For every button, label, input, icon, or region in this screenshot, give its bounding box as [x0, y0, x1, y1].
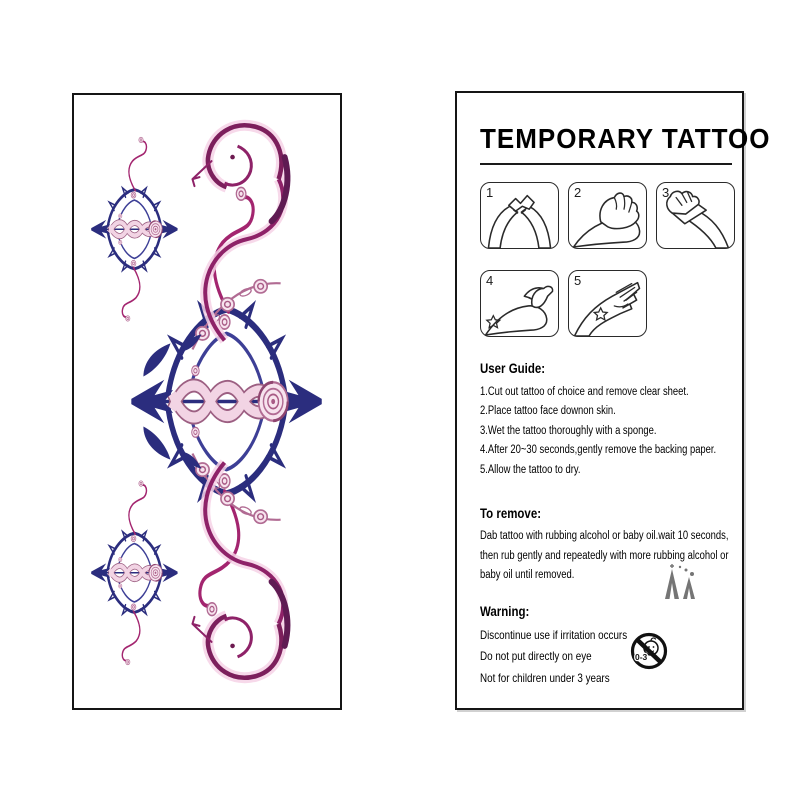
user-guide-item: 4.After 20~30 seconds,gently remove the backing paper. [480, 444, 717, 456]
warning-item: Discontinue use if irritation occurs [480, 627, 628, 642]
to-remove-heading: To remove: [480, 505, 542, 521]
tattoo-sheet-panel [72, 93, 342, 710]
warning-item: Not for children under 3 years [480, 670, 610, 685]
warning-section [480, 601, 734, 690]
step-illustrations [480, 182, 734, 337]
step-1-box [480, 182, 559, 249]
to-remove-line: Dab tattoo with rubbing alcohol or baby oil.wait 10 seconds, [480, 530, 729, 542]
step-number: 1 [486, 184, 494, 200]
to-remove-line: then rub gently and repeatedly with more rubbing alcohol or [480, 549, 729, 562]
user-guide-item: 3.Wet the tattoo thoroughly with a sponge. [480, 424, 657, 437]
step-number: 4 [486, 272, 494, 288]
snakes-roses-tribal-tattoo [74, 95, 340, 708]
step-4-box [480, 270, 559, 337]
title-divider [480, 163, 732, 165]
twin-peaks-brand-logo-icon [656, 561, 704, 603]
step-3-box [656, 182, 735, 249]
step-2-box [568, 182, 647, 249]
step-number: 3 [662, 184, 670, 200]
not-for-children-0-3-icon [629, 631, 669, 671]
page-title: TEMPORARY TATTOO [480, 123, 771, 155]
warning-heading: Warning: [480, 602, 530, 619]
user-guide-item: 1.Cut out tattoo of choice and remove clear sheet. [480, 385, 689, 398]
user-guide-heading: User Guide: [480, 359, 546, 376]
to-remove-line: baby oil until removed. [480, 569, 575, 581]
instruction-panel [455, 91, 771, 710]
instruction-panel-content [457, 93, 771, 708]
step-number: 2 [574, 184, 582, 200]
age-restriction-label: 0-3 [635, 652, 648, 662]
user-guide-section [480, 358, 734, 481]
user-guide-item: 5.Allow the tattoo to dry. [480, 463, 581, 476]
user-guide-item: 2.Place tattoo face downon skin. [480, 405, 616, 417]
warning-item: Do not put directly on eye [480, 649, 592, 663]
step-5-box [568, 270, 647, 337]
step-number: 5 [574, 272, 582, 288]
